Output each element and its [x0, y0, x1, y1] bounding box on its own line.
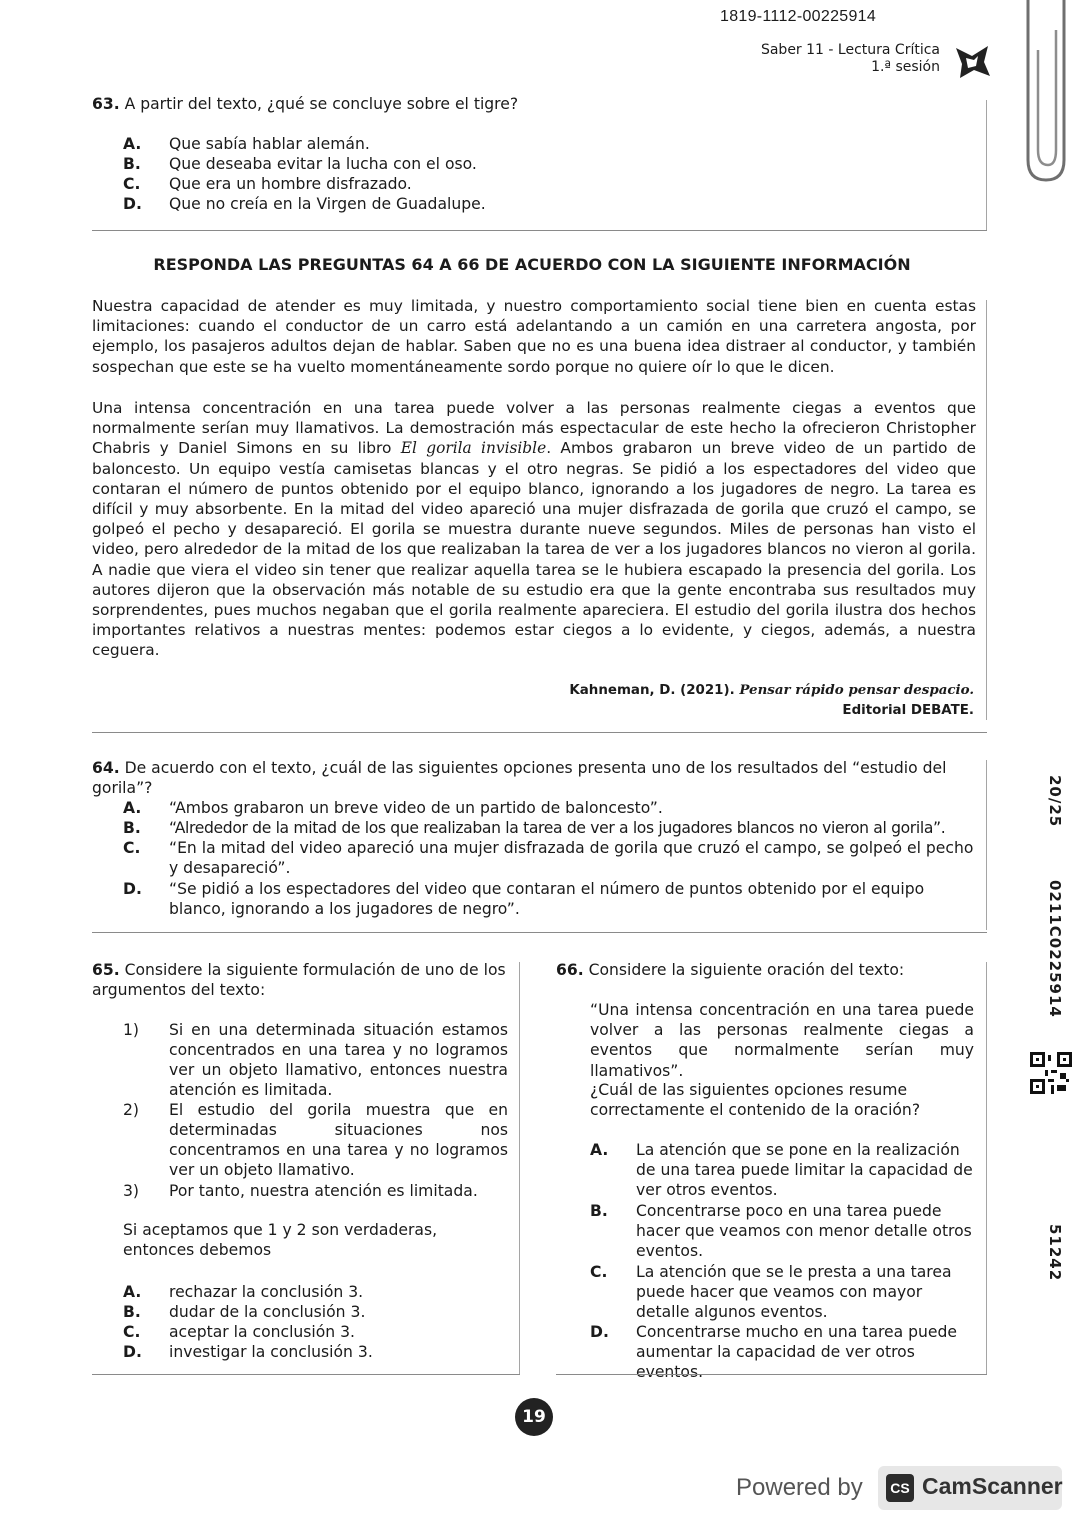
vertical-divider [986, 300, 987, 720]
horizontal-divider [92, 1374, 520, 1375]
question-number: 65. [92, 961, 120, 979]
citation-title: Pensar rápido pensar despacio. [739, 682, 974, 698]
book-title: El gorila invisible [400, 439, 547, 458]
horizontal-divider [556, 1374, 987, 1375]
question-63-stem [92, 94, 518, 114]
horizontal-divider [92, 932, 987, 933]
citation-publisher: Editorial DEBATE. [842, 703, 974, 718]
question-65-prompt: Si aceptamos que 1 y 2 son verdaderas, entonces debemos [123, 1221, 438, 1260]
camscanner-icon: CS [886, 1474, 914, 1502]
camscanner-name: CamScanner [922, 1473, 1063, 1499]
passage-paragraph-1: Nuestra capacidad de atender es muy limitada, y nuestro comportamiento social tiene bien en cuenta estas limitaciones: cuando el conductor de un carro está adelantando a un camión en una carretera angosta, por ejemplo, los pasajeros adultos dejan de hablar. Saben que no es una buena idea distraer al conductor, y también sospechan que este se ha vuelto momentáneamente sordo porque no quiere oír lo que le dicen. [92, 297, 976, 376]
side-code-number: 51242 [1046, 1224, 1064, 1282]
question-number: 63. [92, 95, 120, 113]
vertical-divider [986, 760, 987, 930]
exam-header [761, 42, 940, 76]
question-number: 66. [556, 961, 584, 979]
side-code-page: 20/25 [1046, 775, 1064, 828]
question-text: Considere la siguiente oración del texto: [588, 961, 905, 979]
document-id: 1819-1112-00225914 [720, 8, 877, 25]
question-65-stem [92, 960, 512, 1000]
citation-author: Kahneman, D. (2021). [569, 683, 740, 698]
powered-by-label: Powered by [736, 1474, 863, 1501]
horizontal-divider [92, 732, 987, 733]
question-64-stem [92, 758, 984, 798]
qr-code-icon [1030, 1052, 1072, 1094]
question-text: Considere la siguiente formulación de uno de los argumentos del texto: [92, 961, 506, 1000]
vertical-divider [986, 962, 987, 1374]
camscanner-badge [878, 1466, 1062, 1510]
side-code-booklet: 0211C0225914 [1046, 880, 1064, 1018]
page-number: 19 [515, 1398, 553, 1436]
session-label: 1.ª sesión [871, 59, 940, 75]
question-number: 64. [92, 759, 120, 777]
paper-clip-icon [1018, 0, 1068, 185]
question-66-stem [556, 960, 976, 980]
question-66-prompt: ¿Cuál de las siguientes opciones resume correctamente el contenido de la oración? [590, 1081, 921, 1120]
question-text: De acuerdo con el texto, ¿cuál de las siguientes opciones presenta uno de los resultados del “estudio del gorila”? [92, 759, 947, 797]
icfes-logo-icon [952, 44, 992, 80]
column-divider [519, 962, 520, 1374]
passage-paragraph-2: Una intensa concentración en una tarea puede volver a las personas realmente ciegas a eventos que normalmente serían muy llamativos. La demostración más espectacular de este hecho la ofrecieron Christopher Chabris y Daniel Simons en su libro El gorila invisible. Ambos grabaron un breve video de un partido de baloncesto. Un equipo vestía camisetas blancas y el otro negras. Se pidió a los espectadores del video que contaran el número de puntos obtenido por el equipo blanco, ignorando a los jugadores de negro. La tarea es difícil y muy absorbente. En la mitad del video apareció una mujer disfrazada de gorila que cruzó el campo, se golpeó el pecho y desapareció. El gorila se muestra durante nueve segundos. Miles de personas han visto el video, pero alrededor de la mitad de los que realizaban la tarea de ver a los jugadores blancos no vieron al gorila. A nadie que viera el video sin tener que realizar aquella tarea se le hubiera escapado la presencia del gorila. Los autores dijeron que la observación más notable de su estudio era que la gente encontraba sus resultados muy sorprendentes, pues muchos negaban que el gorila realmente apareciera. El estudio del gorila ilustra dos hechos importantes relativos a nuestras mentes: podemos estar ciegos a lo evidente, y ciegos, además, a nuestra ceguera. [92, 399, 977, 660]
question-text: A partir del texto, ¿qué se concluye sobre el tigre? [124, 95, 519, 113]
section-title: RESPONDA LAS PREGUNTAS 64 A 66 DE ACUERDO CON LA SIGUIENTE INFORMACIÓN [153, 255, 911, 274]
quoted-sentence: “Una intensa concentración en una tarea puede volver a las personas realmente ciegas a eventos que normalmente serían muy llamativos”. [590, 1001, 974, 1080]
exam-name: Saber 11 - Lectura Crítica [760, 42, 940, 58]
horizontal-divider [92, 230, 987, 231]
vertical-divider [986, 100, 987, 230]
citation [569, 680, 974, 721]
